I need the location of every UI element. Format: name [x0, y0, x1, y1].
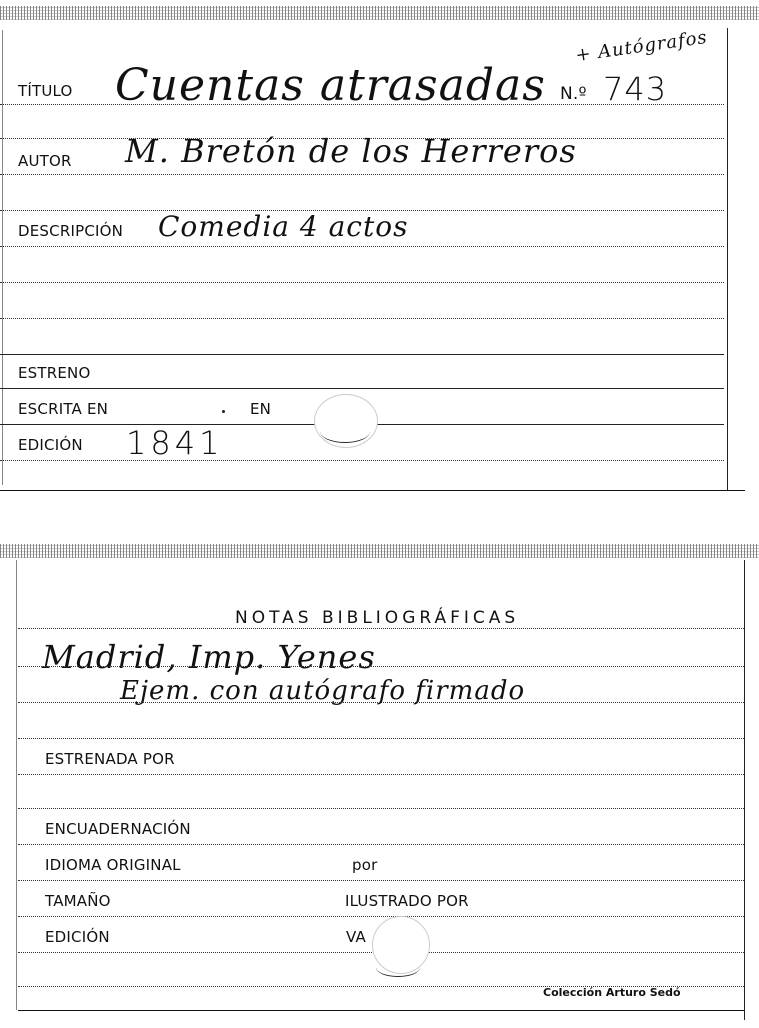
- rule: [0, 246, 724, 247]
- rule: [18, 880, 744, 881]
- autographs-annotation: + Autógrafos: [574, 26, 709, 67]
- rule: [0, 460, 724, 461]
- notes-card: [0, 540, 759, 1028]
- illustrated-by-label: ILUSTRADO POR: [345, 892, 469, 910]
- rule: [18, 666, 744, 667]
- by-label: por: [352, 856, 378, 874]
- rule: [0, 354, 724, 355]
- rule: [18, 628, 744, 629]
- rule: [18, 844, 744, 845]
- card-right-edge: [744, 560, 745, 1020]
- number-label: N.º: [560, 84, 587, 104]
- card-left-edge: [2, 30, 3, 485]
- premiered-by-label: ESTRENADA POR: [45, 750, 175, 768]
- card-bottom-edge: [18, 1010, 744, 1011]
- rule: [0, 318, 724, 319]
- value-label: VA: [346, 928, 366, 946]
- rule: [0, 282, 724, 283]
- rule: [18, 916, 744, 917]
- collection-label: Colección Arturo Sedó: [543, 986, 681, 999]
- size-label: TAMAÑO: [45, 892, 111, 910]
- description-value: Comedia 4 actos: [158, 210, 409, 243]
- card-right-edge: [727, 28, 728, 490]
- rule: [18, 808, 744, 809]
- dot-mark: [222, 410, 225, 413]
- note-line-2: Ejem. con autógrafo firmado: [120, 676, 526, 706]
- premiere-label: ESTRENO: [18, 364, 91, 382]
- rule: [0, 388, 724, 389]
- rule: [18, 702, 744, 703]
- binding-label: ENCUADERNACIÓN: [45, 820, 191, 838]
- edition-value: 1841: [126, 424, 224, 462]
- written-in-label: ESCRITA EN: [18, 400, 109, 418]
- author-value: M. Bretón de los Herreros: [125, 132, 577, 170]
- in-label: EN: [250, 400, 272, 418]
- card-left-edge: [16, 560, 17, 1010]
- author-label: AUTOR: [18, 152, 72, 170]
- card-bottom-edge: [0, 490, 745, 491]
- punch-hole-arc: [376, 958, 420, 977]
- rule: [18, 738, 744, 739]
- rule: [0, 104, 724, 105]
- record-card: [0, 0, 759, 495]
- original-language-label: IDIOMA ORIGINAL: [45, 856, 181, 874]
- number-value: 743: [603, 70, 668, 108]
- title-value: Cuentas atrasadas: [115, 60, 546, 111]
- edition-label: EDICIÓN: [45, 928, 110, 946]
- title-label: TÍTULO: [18, 82, 73, 100]
- card-top-edge-texture: [0, 544, 759, 558]
- punch-hole-arc: [320, 420, 370, 443]
- rule: [0, 174, 724, 175]
- note-line-1: Madrid, Imp. Yenes: [42, 638, 376, 676]
- card-top-edge-texture: [0, 6, 759, 20]
- rule: [18, 774, 744, 775]
- notes-heading: NOTAS BIBLIOGRÁFICAS: [235, 608, 520, 628]
- description-label: DESCRIPCIÓN: [18, 222, 124, 240]
- edition-label: EDICIÓN: [18, 436, 83, 454]
